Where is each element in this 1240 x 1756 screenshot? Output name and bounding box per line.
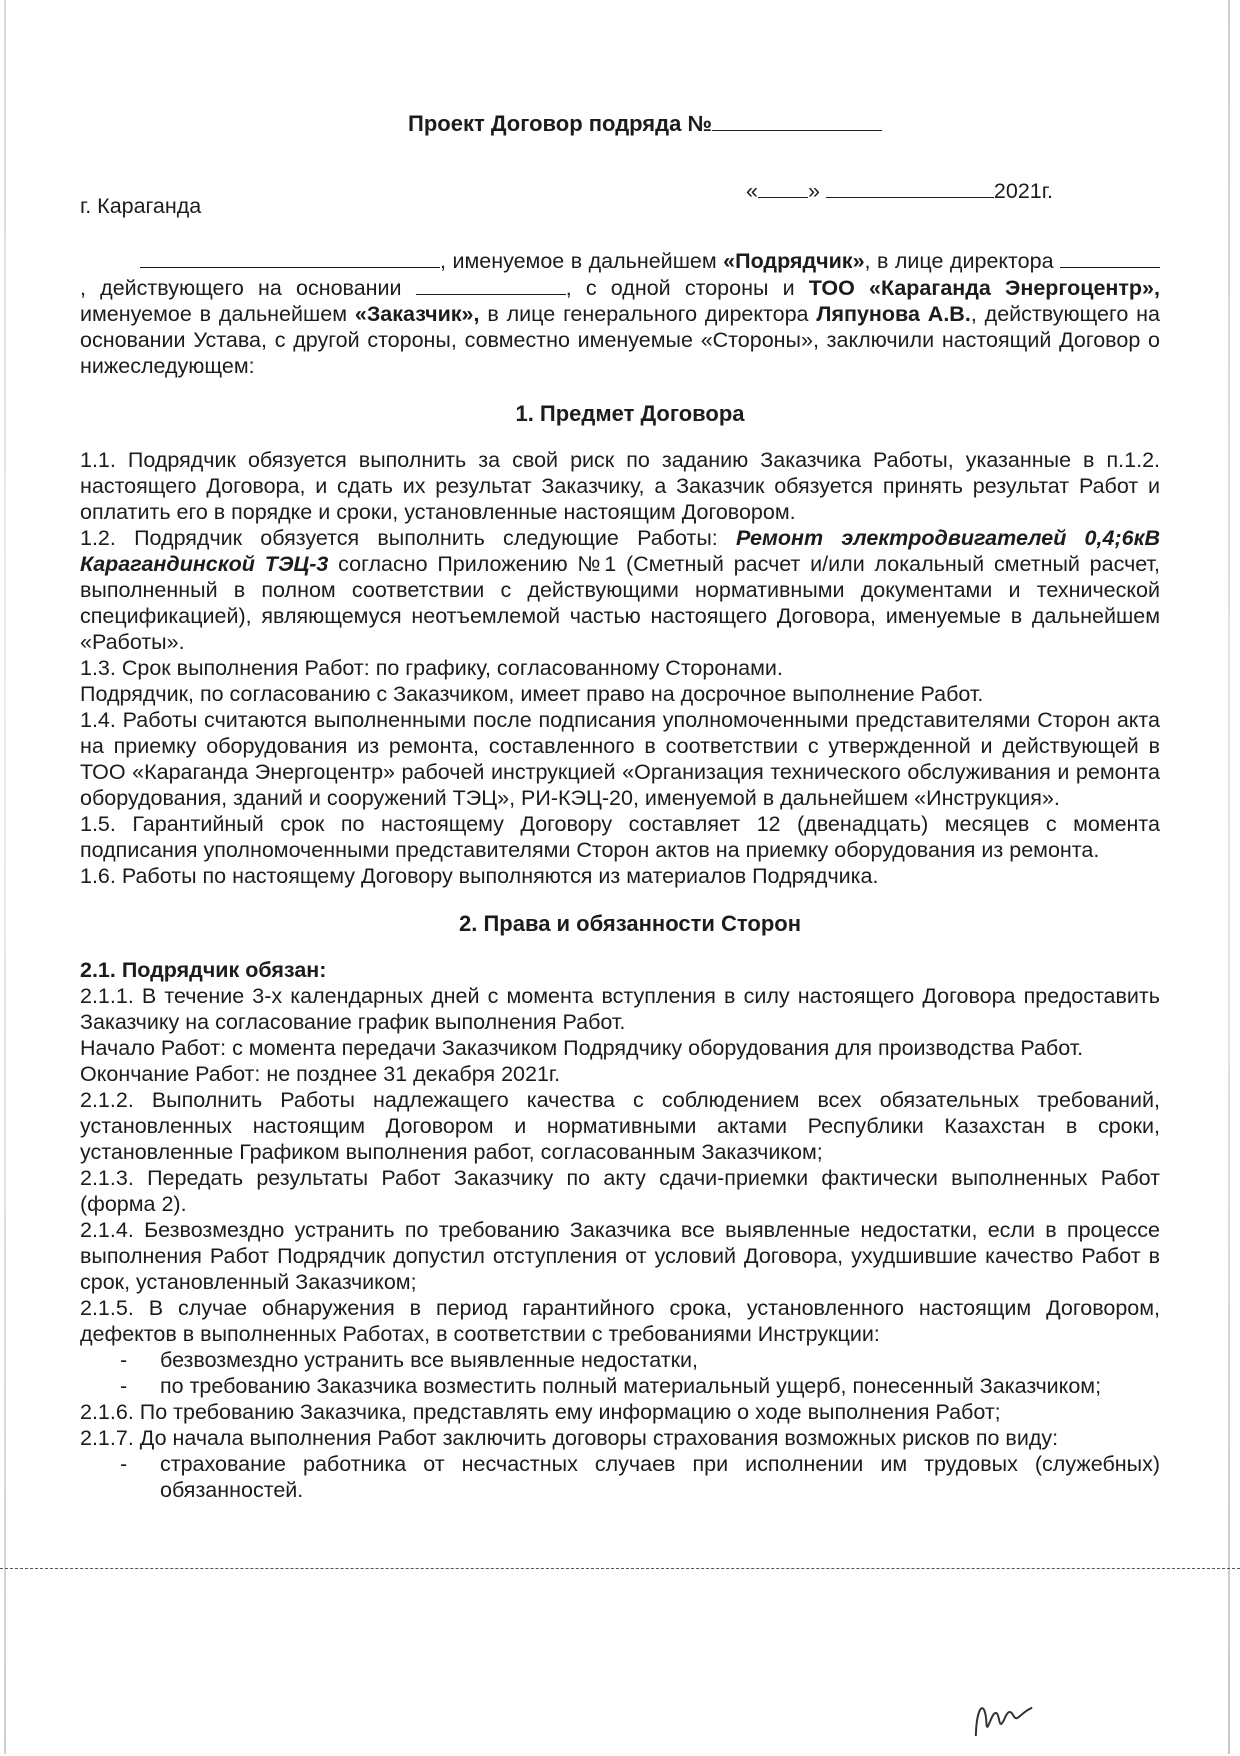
clause-2-1-7: 2.1.7. До начала выполнения Работ заключить договоры страхования возможных рисков по виду: bbox=[80, 1426, 1059, 1450]
contractor-term: «Подрядчик» bbox=[723, 249, 865, 273]
preamble-part2: , в лице директора bbox=[864, 249, 1060, 273]
section-2-clauses bbox=[80, 957, 1160, 1503]
title-text: Проект Договор подряда № bbox=[408, 111, 712, 136]
list-item: - по требованию Заказчика возместить полный материальный ущерб, понесенный Заказчиком; bbox=[120, 1373, 1160, 1399]
preamble-part3: , действующего на основании bbox=[80, 276, 416, 300]
clause-2-1-1: 2.1.1. В течение 3-х календарных дней с момента вступления в силу настоящего Договора предоставить Заказчику на согласование график выполнения Работ. bbox=[80, 984, 1160, 1034]
director-name: Ляпунова А.В. bbox=[816, 302, 971, 326]
work-subject: Ремонт электродвигателей 0,4;6кВ Карагандинской ТЭЦ-3 bbox=[80, 526, 1160, 576]
clause-1-4: 1.4. Работы считаются выполненными после подписания уполномоченными представителями Сторон акта на приемку оборудования из ремонта, составленного в соответствии с утвержденной и действующей в ТОО «Караганда Энергоцентр» рабочей инструкцией «Организация технического обслуживания и ремонта оборудования, зданий и сооружений ТЭЦ», РИ-КЭЦ-20, именуемой в дальнейшем «Инструкция». bbox=[80, 708, 1160, 810]
director-blank bbox=[1060, 247, 1160, 268]
defect-obligations-list bbox=[80, 1347, 1160, 1399]
scan-edge-left bbox=[4, 0, 6, 1754]
day-blank bbox=[758, 177, 808, 198]
clause-2-1-5: 2.1.5. В случае обнаружения в период гарантийного срока, установленного настоящим Договором, дефектов в выполненных Работах, в соответствии с требованиями Инструкции: bbox=[80, 1296, 1160, 1346]
list-item: - страхование работника от несчастных случаев при исполнении им трудовых (служебных) обязанностей. bbox=[120, 1451, 1160, 1503]
clause-1-3-note: Подрядчик, по согласованию с Заказчиком, имеет право на досрочное выполнение Работ. bbox=[80, 682, 984, 706]
section-2-heading: 2. Права и обязанности Сторон bbox=[459, 911, 801, 936]
preamble bbox=[80, 247, 1160, 379]
clause-2-1-6: 2.1.6. По требованию Заказчика, представлять ему информацию о ходе выполнения Работ; bbox=[80, 1400, 1001, 1424]
section-1-clauses bbox=[80, 447, 1160, 889]
clause-1-2-rest: согласно Приложению №1 (Сметный расчет и/или локальный сметный расчет, выполненный в полном соответствии с действующими нормативными документами и технической спецификацией), являющемуся неотъемлемой частью настоящего Договора, именуемые в дальнейшем «Работы». bbox=[80, 552, 1160, 654]
preamble-part1: , именуемое в дальнейшем bbox=[440, 249, 724, 273]
clause-2-1-4: 2.1.4. Безвозмездно устранить по требованию Заказчика все выявленные недостатки, если в процессе выполнения Работ Подрядчик допустил отступления от условий Договора, ухудшившие качество Работ в срок, установленный Заказчиком; bbox=[80, 1218, 1160, 1294]
signature-icon bbox=[963, 1683, 1042, 1746]
scan-edge-right bbox=[1228, 0, 1230, 1754]
contract-date bbox=[746, 177, 1053, 204]
clause-1-5: 1.5. Гарантийный срок по настоящему Договору составляет 12 (двенадцать) месяцев с момента подписания уполномоченными представителями Сторон актов на приемку оборудования из ремонта. bbox=[80, 812, 1160, 862]
insurance-list bbox=[80, 1451, 1160, 1503]
clause-1-6: 1.6. Работы по настоящему Договору выполняются из материалов Подрядчика. bbox=[80, 864, 879, 888]
subsection-2-1: 2.1. Подрядчик обязан: bbox=[80, 958, 327, 982]
month-blank bbox=[826, 177, 994, 198]
list-item: - безвозмездно устранить все выявленные недостатки, bbox=[120, 1347, 1160, 1373]
date-year: 2021г. bbox=[993, 179, 1053, 203]
preamble-paragraph bbox=[80, 247, 1160, 379]
section-1-heading: 1. Предмет Договора bbox=[515, 401, 745, 426]
clause-1-2-lead: 1.2. Подрядчик обязуется выполнить следующие Работы: bbox=[80, 526, 736, 550]
customer-term: «Заказчик», bbox=[354, 302, 480, 326]
preamble-part4: , с одной стороны и bbox=[565, 276, 809, 300]
contractor-name-blank bbox=[140, 247, 440, 268]
contract-page bbox=[80, 110, 1160, 1503]
fold-line bbox=[0, 1568, 1240, 1569]
preamble-part5: именуемое в дальнейшем bbox=[80, 302, 355, 326]
city: г. Караганда bbox=[80, 194, 202, 218]
date-close-quote: » bbox=[807, 179, 820, 203]
clause-1-3: 1.3. Срок выполнения Работ: по графику, согласованному Сторонами. bbox=[80, 656, 783, 680]
basis-blank bbox=[416, 274, 566, 295]
clause-2-1-3: 2.1.3. Передать результаты Работ Заказчику по акту сдачи-приемки фактически выполненных Работ (форма 2). bbox=[80, 1166, 1160, 1216]
customer-org: ТОО «Караганда Энергоцентр», bbox=[808, 276, 1160, 300]
date-open-quote: « bbox=[746, 179, 758, 203]
contract-number-blank bbox=[712, 110, 882, 131]
clause-1-1: 1.1. Подрядчик обязуется выполнить за свой риск по заданию Заказчика Работы, указанные в п.1.2. настоящего Договора, и сдать их результат Заказчику, а Заказчик обязуется принять результат Работ и оплатить его в порядке и сроки, установленные настоящим Договором. bbox=[80, 448, 1160, 524]
date-line bbox=[80, 177, 1160, 233]
preamble-part6: в лице генерального директора bbox=[479, 302, 817, 326]
work-start: Начало Работ: с момента передачи Заказчиком Подрядчику оборудования для производства Работ. bbox=[80, 1036, 1084, 1060]
document-title bbox=[130, 110, 1160, 137]
clause-1-2 bbox=[80, 525, 1160, 655]
preamble-part7: , действующего на основании Устава, с другой стороны, совместно именуемые «Стороны», заключили настоящий Договор о нижеследующем: bbox=[80, 302, 1160, 378]
clause-2-1-2: 2.1.2. Выполнить Работы надлежащего качества с соблюдением всех обязательных требований, установленных настоящим Договором и нормативными актами Республики Казахстан в сроки, установленные Графиком выполнения работ, согласованным Заказчиком; bbox=[80, 1088, 1160, 1164]
handwritten-signature bbox=[963, 1683, 1044, 1755]
work-end: Окончание Работ: не позднее 31 декабря 2021г. bbox=[80, 1062, 561, 1086]
